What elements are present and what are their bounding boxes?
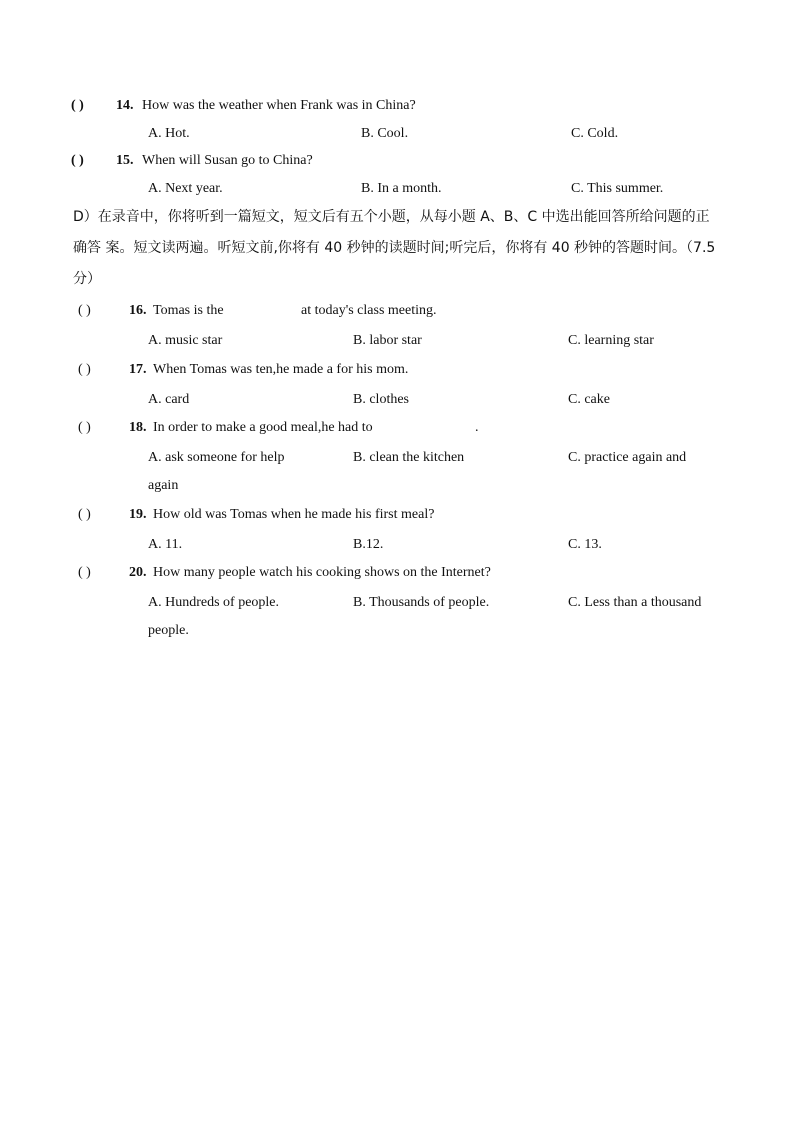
answer-blank[interactable]: ( ) [78,565,91,580]
option-c-continued: people. [148,623,189,638]
answer-blank[interactable]: ( ) [71,153,84,168]
option-a[interactable]: A. Hot. [148,126,190,141]
question-text: When will Susan go to China? [142,153,313,168]
option-c[interactable]: C. Cold. [571,126,619,141]
option-a[interactable]: A. ask someone for help [148,450,285,465]
option-c[interactable]: C. This summer. [571,181,664,196]
question-number: 19. [129,507,147,522]
question-text: Tomas is the [153,303,224,318]
option-a[interactable]: A. 11. [148,537,183,552]
answer-blank[interactable]: ( ) [71,98,84,113]
option-b[interactable]: B. clean the kitchen [353,450,465,465]
option-a[interactable]: A. Next year. [148,181,223,196]
question-text: In order to make a good meal,he had to [153,420,373,435]
answer-blank[interactable]: ( ) [78,507,91,522]
option-a[interactable]: A. Hundreds of people. [148,595,280,610]
option-c[interactable]: C. practice again and [568,450,687,465]
question-text-continued: . [475,420,479,435]
answer-blank[interactable]: ( ) [78,303,91,318]
question-number: 16. [129,303,147,318]
option-b[interactable]: B. clothes [353,392,409,407]
option-b[interactable]: B. In a month. [361,181,442,196]
option-a[interactable]: A. music star [148,333,223,348]
option-a[interactable]: A. card [148,392,190,407]
question-text: How old was Tomas when he made his first meal? [153,507,435,522]
option-c[interactable]: C. Less than a thousand [568,595,702,610]
answer-blank[interactable]: ( ) [78,420,91,435]
question-number: 15. [116,153,134,168]
option-b[interactable]: B. Thousands of people. [353,595,490,610]
question-text: How was the weather when Frank was in China? [142,98,416,113]
option-c[interactable]: C. learning star [568,333,654,348]
section-d-instructions: D）在录音中，你将听到一篇短文，短文后有五个小题，从每小题 A、B、C 中选出能回答所给问题的正确答 案。短文读两遍。听短文前,你将有 40 秒钟的读题时间;听完后，你将有 40 秒钟的答题时间。（7.5分） [73,209,716,287]
question-text-continued: at today's class meeting. [301,303,437,318]
option-c[interactable]: C. 13. [568,537,602,552]
option-b[interactable]: B. labor star [353,333,422,348]
option-b[interactable]: B.12. [353,537,384,552]
question-number: 17. [129,362,147,377]
question-number: 14. [116,98,134,113]
question-number: 20. [129,565,147,580]
option-b[interactable]: B. Cool. [361,126,409,141]
question-text: When Tomas was ten,he made a for his mom. [153,362,409,377]
question-number: 18. [129,420,147,435]
option-c-continued: again [148,478,179,493]
answer-blank[interactable]: ( ) [78,362,91,377]
question-text: How many people watch his cooking shows on the Internet? [153,565,491,580]
option-c[interactable]: C. cake [568,392,610,407]
